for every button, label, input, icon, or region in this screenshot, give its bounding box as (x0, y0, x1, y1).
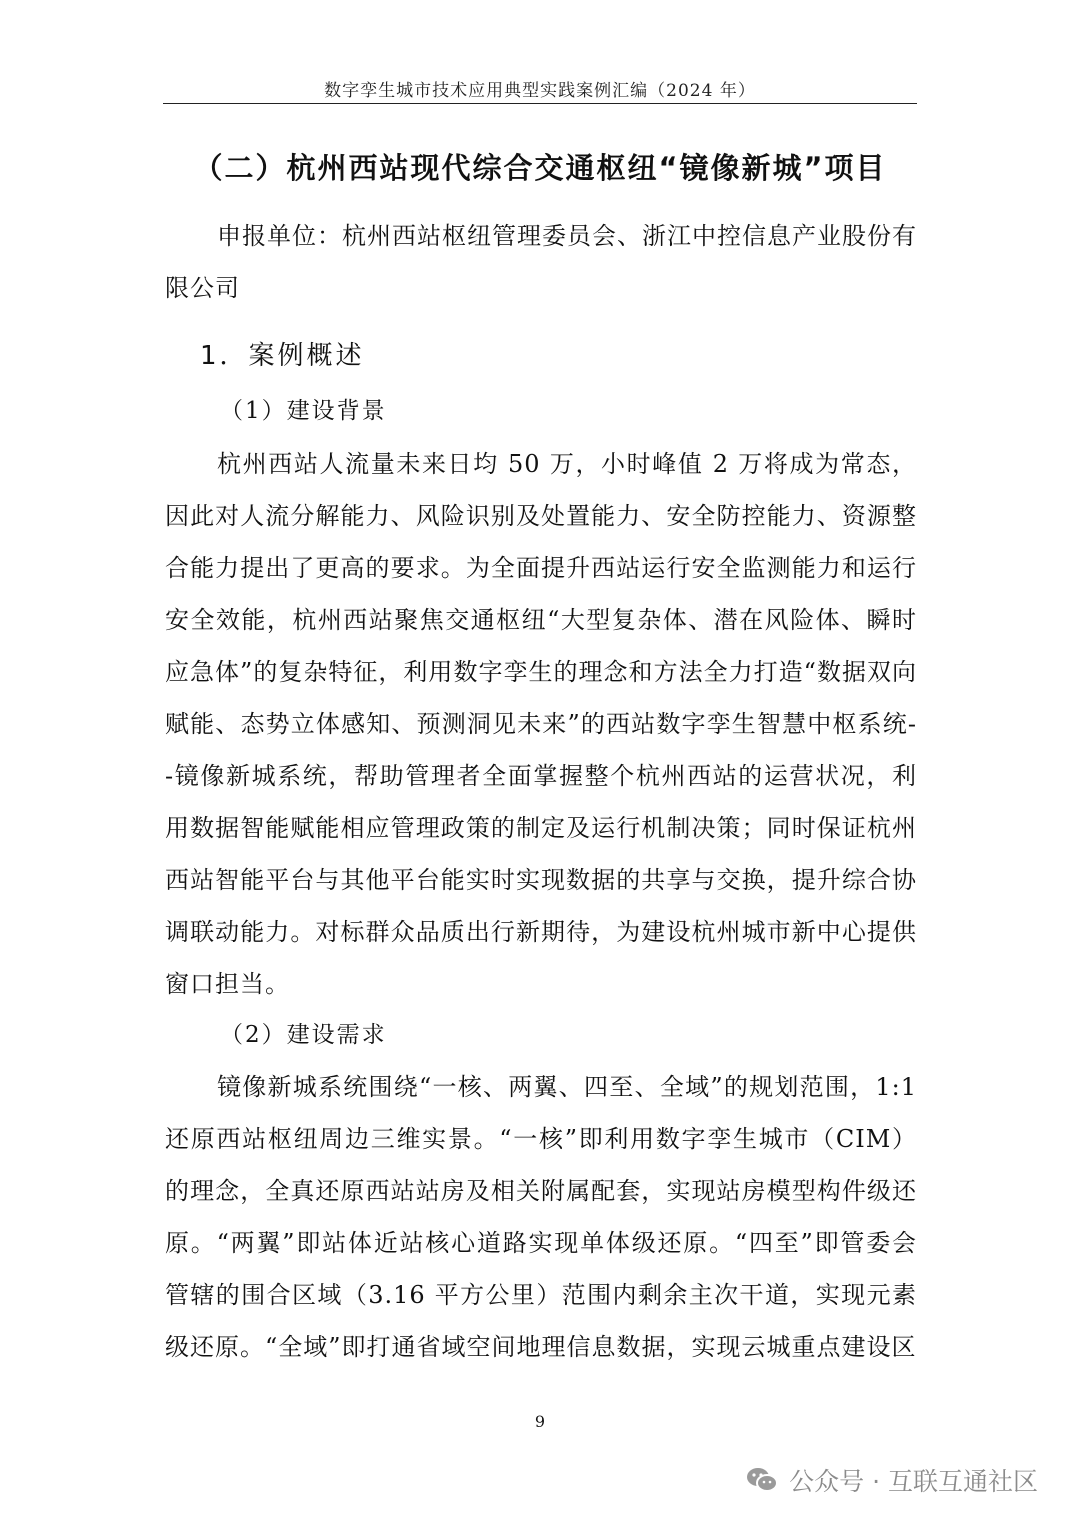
requirements-paragraph: 镜像新城系统围绕“一核、两翼、四至、全域”的规划范围，1:1 还原西站枢纽周边三维实景。“一核”即利用数字孪生城市（CIM）的理念，全真还原西站站房及相关附属配套，实现站房模型构件级还原。“两翼”即站体近站核心道路实现单体级还原。“四至”即管委会管辖的围合区域（3.16 平方公里）范围内剩余主次干道，实现元素级还原。“全域”即打通省域空间地理信息数据，实现云城重点建设区 (165, 1073, 917, 1361)
header-divider (163, 103, 917, 104)
background-paragraph: 杭州西站人流量未来日均 50 万，小时峰值 2 万将成为常态，因此对人流分解能力、风险识别及处置能力、安全防控能力、资源整合能力提出了更高的要求。为全面提升西站运行安全监测能力和运行安全效能，杭州西站聚焦交通枢纽“大型复杂体、潜在风险体、瞬时应急体”的复杂特征，利用数字孪生的理念和方法全力打造“数据双向赋能、态势立体感知、预测洞见未来”的西站数字孪生智慧中枢系统--镜像新城系统，帮助管理者全面掌握整个杭州西站的运营状况，利用数据智能赋能相应管理政策的制定及运行机制决策；同时保证杭州西站智能平台与其他平台能实时实现数据的共享与交换，提升综合协调联动能力。对标群众品质出行新期待，为建设杭州城市新中心提供窗口担当。 (165, 450, 917, 998)
page-number: 9 (534, 1412, 546, 1431)
chapter-heading: 1．案例概述 (200, 341, 365, 371)
wechat-icon (745, 1466, 779, 1494)
subsection-heading-background: （1）建设背景 (220, 398, 387, 424)
applicant-paragraph: 申报单位：杭州西站枢纽管理委员会、浙江中控信息产业股份有限公司 (165, 222, 917, 302)
running-header: 数字孪生城市技术应用典型实践案例汇编（2024 年） (324, 81, 756, 101)
watermark-text: 公众号 · 互联互通社区 (789, 1467, 1038, 1496)
section-title: （二）杭州西站现代综合交通枢纽“镜像新城”项目 (193, 151, 887, 185)
watermark (745, 1462, 1038, 1498)
subsection-heading-requirements: （2）建设需求 (220, 1022, 387, 1048)
